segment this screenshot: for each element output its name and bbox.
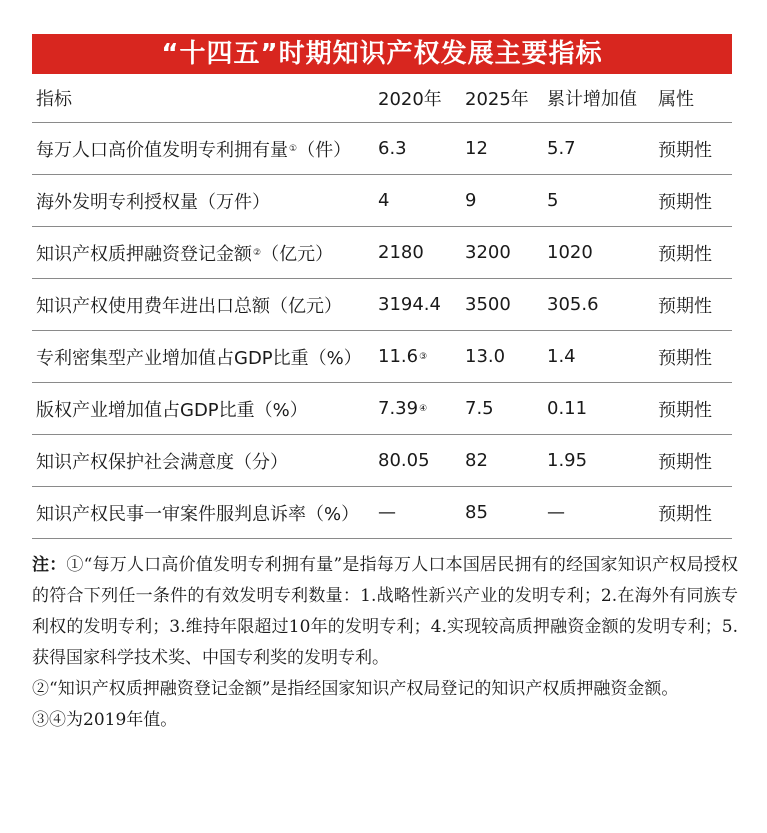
cell-2025 xyxy=(465,383,494,434)
cell-attribute-value: 预期性 xyxy=(658,243,712,265)
table-header-row xyxy=(32,74,732,123)
table-row xyxy=(32,279,732,331)
table-row xyxy=(32,123,732,175)
table-row xyxy=(32,383,732,435)
cell-2020 xyxy=(378,383,427,434)
cell-attribute xyxy=(658,227,712,278)
cell-2025-value: 3500 xyxy=(465,294,511,315)
cell-2020-value: 3194.4 xyxy=(378,294,441,315)
cell-2025 xyxy=(465,331,505,382)
table-row xyxy=(32,331,732,383)
footnote-mark: ④ xyxy=(419,403,428,414)
cell-attribute xyxy=(658,435,712,486)
cell-indicator xyxy=(36,175,271,226)
cell-2020-value: 11.6 xyxy=(378,346,419,367)
indicators-table xyxy=(32,74,732,539)
cell-2025 xyxy=(465,279,511,330)
cell-2020-value: 4 xyxy=(378,190,390,211)
cell-increase xyxy=(547,435,587,486)
cell-attribute xyxy=(658,331,712,382)
cell-increase-value: 5 xyxy=(547,190,559,211)
cell-increase-value: — xyxy=(547,502,565,523)
cell-2020-value: 80.05 xyxy=(378,450,430,471)
cell-attribute xyxy=(658,123,712,174)
header-2020: 2020年 xyxy=(378,89,442,110)
header-attribute: 属性 xyxy=(658,89,694,110)
footnote-3: ③④为2019年值。 xyxy=(32,710,178,730)
cell-attribute-value: 预期性 xyxy=(658,139,712,161)
cell-2025 xyxy=(465,123,488,174)
footnote-label: 注： xyxy=(32,555,67,575)
cell-indicator xyxy=(36,331,363,382)
header-2025: 2025年 xyxy=(465,89,529,110)
cell-indicator xyxy=(36,383,309,434)
cell-increase xyxy=(547,175,558,226)
cell-2020-value: — xyxy=(378,502,396,523)
cell-2025 xyxy=(465,487,488,538)
cell-2020 xyxy=(378,227,425,278)
cell-2025-value: 7.5 xyxy=(465,398,494,419)
cell-attribute-value: 预期性 xyxy=(658,347,712,369)
cell-indicator xyxy=(36,123,351,174)
cell-attribute-value: 预期性 xyxy=(658,503,712,525)
cell-2020 xyxy=(378,279,442,330)
cell-increase-value: 0.11 xyxy=(547,398,588,419)
cell-2020 xyxy=(378,487,397,538)
cell-indicator-value: 知识产权民事一审案件服判息诉率（%） xyxy=(36,503,360,525)
cell-2025 xyxy=(465,175,476,226)
cell-increase-value: 1.95 xyxy=(547,450,588,471)
cell-increase xyxy=(547,279,599,330)
footnote-mark: ② xyxy=(253,247,262,258)
cell-attribute xyxy=(658,175,712,226)
cell-2025 xyxy=(465,227,511,278)
cell-attribute-value: 预期性 xyxy=(658,451,712,473)
cell-increase xyxy=(547,227,593,278)
cell-increase-value: 1.4 xyxy=(547,346,576,367)
cell-indicator xyxy=(36,487,360,538)
cell-2020 xyxy=(378,435,431,486)
cell-indicator-value: 知识产权质押融资登记金额 xyxy=(36,243,252,265)
cell-2020 xyxy=(378,175,390,226)
cell-2025-value: 9 xyxy=(465,190,477,211)
cell-indicator-value: 版权产业增加值占GDP比重（%） xyxy=(36,399,308,421)
cell-attribute-value: 预期性 xyxy=(658,399,712,421)
cell-2020-value: 7.39 xyxy=(378,398,419,419)
cell-2025-value: 85 xyxy=(465,502,488,523)
footnote-mark: ① xyxy=(289,143,298,154)
table-row xyxy=(32,435,732,487)
cell-attribute xyxy=(658,487,712,538)
header-increase: 累计增加值 xyxy=(547,89,637,110)
cell-attribute-value: 预期性 xyxy=(658,295,712,317)
header-indicator: 指标 xyxy=(36,89,72,110)
cell-2025-value: 82 xyxy=(465,450,488,471)
cell-increase-value: 5.7 xyxy=(547,138,576,159)
table-row xyxy=(32,487,732,539)
cell-attribute-value: 预期性 xyxy=(658,191,712,213)
cell-indicator xyxy=(36,227,333,278)
indicator-unit: （亿元） xyxy=(261,243,334,265)
cell-increase xyxy=(547,331,576,382)
cell-indicator xyxy=(36,435,289,486)
cell-2025-value: 3200 xyxy=(465,242,511,263)
cell-increase-value: 1020 xyxy=(547,242,593,263)
cell-attribute xyxy=(658,383,712,434)
cell-indicator-value: 知识产权使用费年进出口总额（亿元） xyxy=(36,295,342,317)
table-title: “十四五”时期知识产权发展主要指标 xyxy=(32,34,732,74)
footnote-mark: ③ xyxy=(419,351,428,362)
cell-2025-value: 12 xyxy=(465,138,488,159)
cell-increase xyxy=(547,383,587,434)
cell-2020-value: 6.3 xyxy=(378,138,407,159)
cell-attribute xyxy=(658,279,712,330)
cell-indicator-value: 知识产权保护社会满意度（分） xyxy=(36,451,288,473)
cell-increase xyxy=(547,123,576,174)
cell-2025 xyxy=(465,435,488,486)
cell-2020-value: 2180 xyxy=(378,242,424,263)
cell-2020 xyxy=(378,331,427,382)
footnote-2: ②“知识产权质押融资登记金额”是指经国家知识产权局登记的知识产权质押融资金额。 xyxy=(32,679,679,699)
footnote-1-text: ①“每万人口高价值发明专利拥有量”是指每万人口本国居民拥有的经国家知识产权局授权的符合下列任一条件的有效发明专利数量：1.战略性新兴产业的发明专利；2.在海外有同族专利权的发明专利；3.维持年限超过10年的发明专利；4.实现较高质押融资金额的发明专利；5.获得国家科学技术奖、中国专利奖的发明专利。 xyxy=(32,555,738,668)
cell-indicator-value: 海外发明专利授权量（万件） xyxy=(36,191,270,213)
footnotes xyxy=(32,550,738,736)
cell-increase xyxy=(547,487,565,538)
cell-indicator xyxy=(36,279,343,330)
footnote-1 xyxy=(32,550,738,674)
cell-increase-value: 305.6 xyxy=(547,294,599,315)
cell-indicator-value: 每万人口高价值发明专利拥有量 xyxy=(36,139,288,161)
cell-indicator-value: 专利密集型产业增加值占GDP比重（%） xyxy=(36,347,362,369)
indicator-unit: （件） xyxy=(297,139,352,161)
table-row xyxy=(32,175,732,227)
cell-2025-value: 13.0 xyxy=(465,346,506,367)
table-row xyxy=(32,227,732,279)
cell-2020 xyxy=(378,123,408,174)
